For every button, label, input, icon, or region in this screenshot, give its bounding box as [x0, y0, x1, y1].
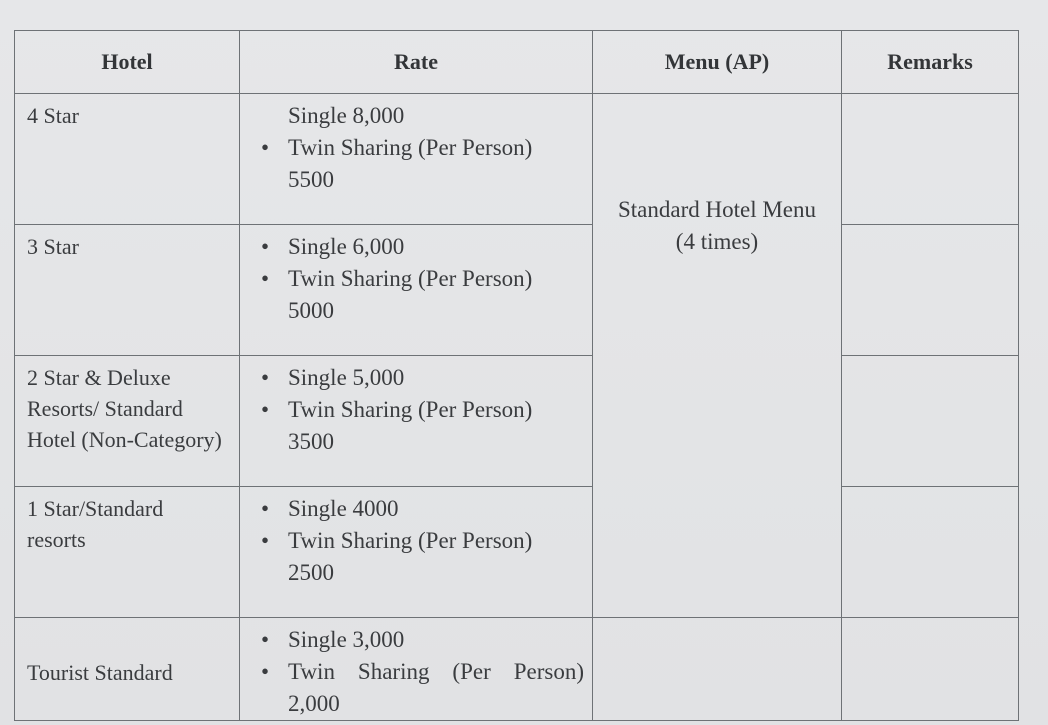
- rate-twin-value: 3500: [288, 429, 334, 454]
- menu-line-2: (4 times): [675, 229, 759, 254]
- header-row: [15, 31, 1019, 94]
- rate-twin: • Twin Sharing (Per Person): [261, 528, 533, 553]
- header-rate: Rate: [240, 31, 593, 94]
- rate-cell: [240, 94, 593, 225]
- header-menu: Menu (AP): [593, 31, 842, 94]
- remarks-cell: [842, 487, 1019, 618]
- rate-twin-value: 5500: [288, 167, 334, 192]
- table-row: [15, 356, 1019, 487]
- rate-twin: • Twin Sharing (Per Person): [261, 397, 533, 422]
- menu-line-1: Standard Hotel Menu: [617, 197, 816, 222]
- table-row: [15, 487, 1019, 618]
- hotel-category-cell: 4 Star: [15, 94, 240, 225]
- hotel-category-cell: 2 Star & Deluxe Resorts/ Standard Hotel (Non-Category): [15, 356, 240, 487]
- rate-twin-value: 2500: [288, 560, 334, 585]
- remarks-cell: [842, 94, 1019, 225]
- menu-cell-empty: [593, 618, 842, 721]
- rate-single: • Single 5,000: [261, 365, 405, 390]
- remarks-cell: [842, 225, 1019, 356]
- table-row: [15, 225, 1019, 356]
- rate-single: Single 8,000: [288, 103, 405, 128]
- table-row: [15, 618, 1019, 721]
- rate-cell: [240, 618, 593, 721]
- rate-cell: [240, 225, 593, 356]
- rate-cell: [240, 356, 593, 487]
- hotel-rate-table: [14, 30, 1019, 721]
- rate-single: • Single 6,000: [261, 234, 405, 259]
- rate-twin-value: 5000: [288, 298, 334, 323]
- menu-cell: [593, 94, 842, 618]
- rate-single: • Single 4000: [261, 496, 399, 521]
- rate-twin: • Twin Sharing (Per Person) 2,000: [261, 659, 584, 716]
- rate-cell: [240, 487, 593, 618]
- header-remarks: Remarks: [842, 31, 1019, 94]
- header-hotel: Hotel: [15, 31, 240, 94]
- hotel-category-cell: 1 Star/Standard resorts: [15, 487, 240, 618]
- remarks-cell: [842, 356, 1019, 487]
- rate-single: • Single 3,000: [261, 627, 405, 652]
- rate-twin: • Twin Sharing (Per Person): [261, 266, 533, 291]
- table-row: [15, 94, 1019, 225]
- rate-twin: • Twin Sharing (Per Person): [261, 135, 533, 160]
- hotel-category-cell: 3 Star: [15, 225, 240, 356]
- hotel-category-cell: Tourist Standard: [15, 618, 240, 721]
- remarks-cell: [842, 618, 1019, 721]
